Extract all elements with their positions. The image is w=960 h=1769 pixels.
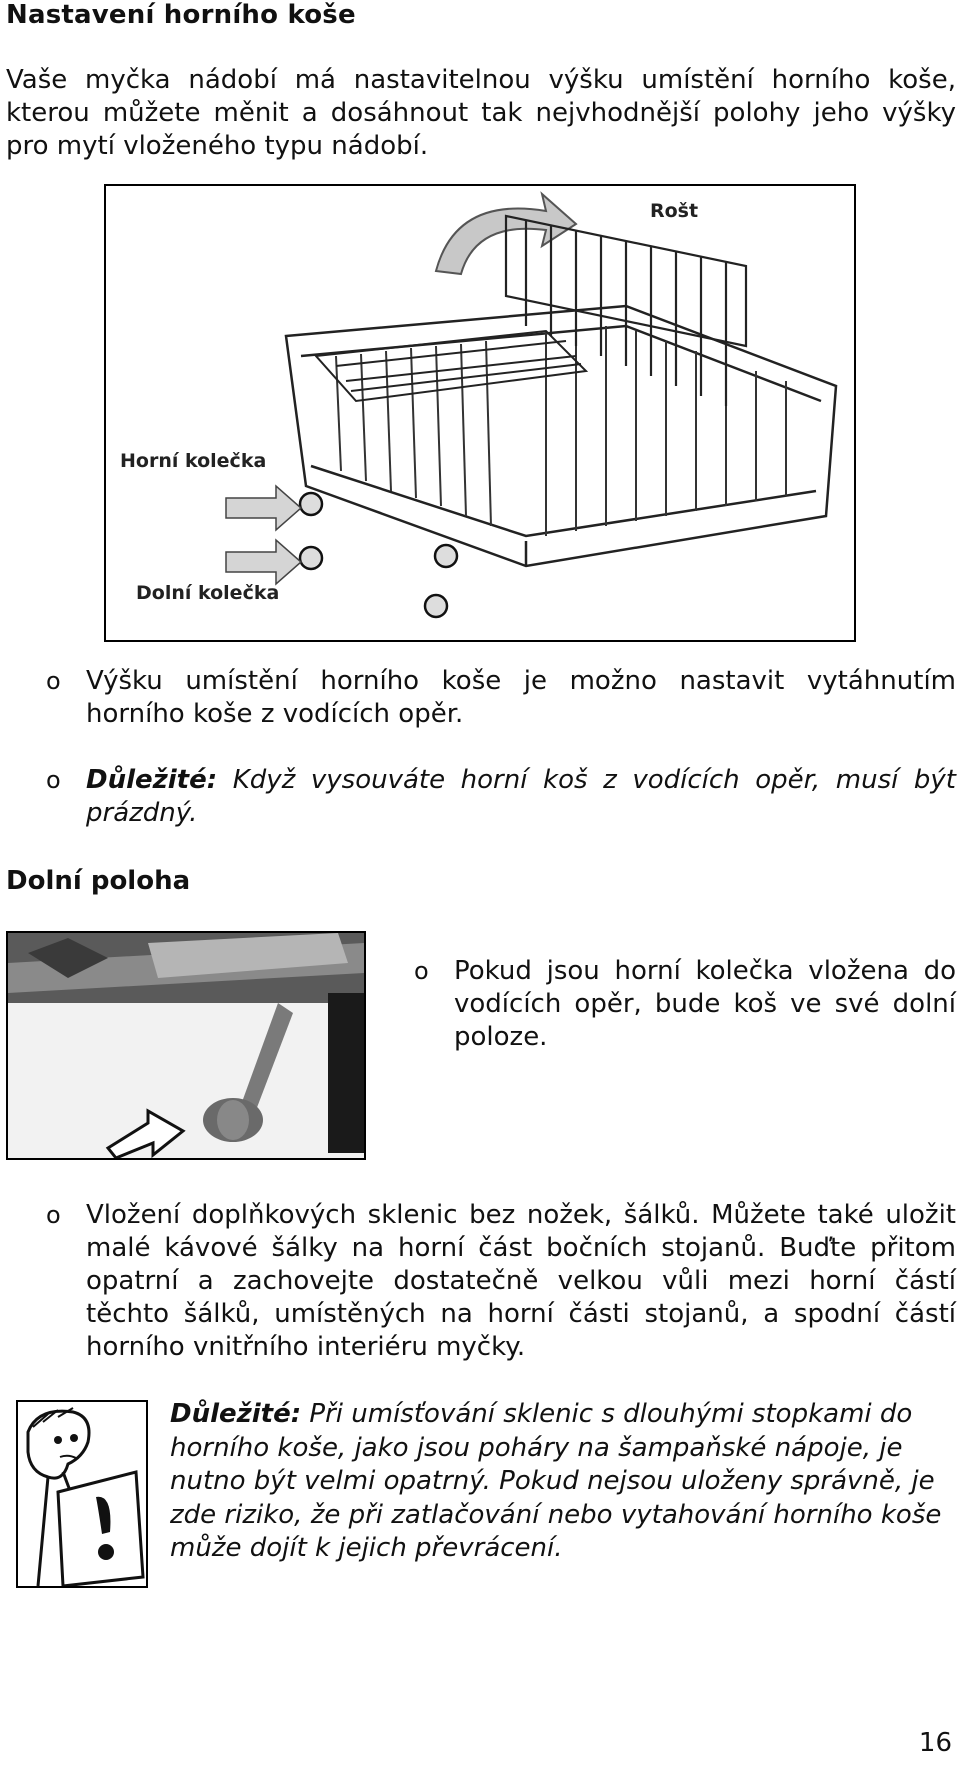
bullet-cups <box>46 1199 956 1369</box>
bullet-lower-position <box>414 955 956 1055</box>
section-lower-position: Dolní poloha <box>6 866 191 896</box>
bullet-text: Pokud jsou horní kolečka vložena do vodících opěr, bude koš ve své dolní poloze. <box>454 956 956 1052</box>
bullet-height-adjust <box>46 665 956 731</box>
bullet-marker: o <box>414 957 429 985</box>
bullet-text: Výšku umístění horního koše je možno nastavit vytáhnutím horního koše z vodících opěr. <box>86 666 956 729</box>
upper-wheel-arrow-icon <box>226 486 301 530</box>
upper-wheel-1 <box>300 493 322 515</box>
lower-wheel-1 <box>300 547 322 569</box>
page-number: 16 <box>918 1728 952 1758</box>
lower-position-illustration <box>8 933 364 1158</box>
bullet-marker: o <box>46 667 61 695</box>
lower-wheels-label: Dolní kolečka <box>136 582 280 604</box>
lower-wheel-2 <box>425 595 447 617</box>
upper-basket-figure <box>104 184 856 642</box>
bullet-important-empty <box>46 764 956 830</box>
bullet-marker: o <box>46 766 61 794</box>
warning-person-icon <box>18 1402 146 1586</box>
important-note <box>170 1398 958 1566</box>
bullet-text: Vložení doplňkových sklenic bez nožek, šálků. Můžete také uložit malé kávové šálky na horní část bočních stojanů. Buďte přitom opatrní a zachovejte dostatečně velkou vůli mezi horní částí těchto šálků, umístěných na horní části stojanů, a spodní částí horního vnitřního interiéru myčky. <box>86 1200 956 1362</box>
warning-illustration <box>16 1400 148 1588</box>
upper-basket-illustration <box>106 186 854 640</box>
note-text: Při umísťování sklenic s dlouhými stopkami do horního koše, jako jsou poháry na šampaňské nápoje, je nutno být velmi opatrný. Pokud nejsou uloženy správně, je zde riziko, že při zatlačování nebo vytahování horního koše může dojít k jejich převrácení. <box>170 1399 942 1563</box>
bullet-marker: o <box>46 1201 61 1229</box>
upper-wheel-2 <box>435 545 457 567</box>
bullet-text <box>86 764 956 830</box>
page-title: Nastavení horního koše <box>6 0 356 30</box>
intro-paragraph: Vaše myčka nádobí má nastavitelnou výšku umístění horního koše, kterou můžete měnit a dosáhnout tak nejvhodnější polohy jeho výšky pro mytí vloženého typu nádobí. <box>6 65 956 161</box>
lower-position-photo <box>6 931 366 1160</box>
important-label: Důležité: <box>86 765 218 795</box>
rack-label: Rošt <box>650 200 699 222</box>
upper-wheels-label: Horní kolečka <box>120 450 267 472</box>
lower-wheel-arrow-icon <box>226 540 301 584</box>
note-important-label: Důležité: <box>170 1399 302 1429</box>
important-text: Když vysouváte horní koš z vodících opěr, musí být prázdný. <box>86 765 956 828</box>
